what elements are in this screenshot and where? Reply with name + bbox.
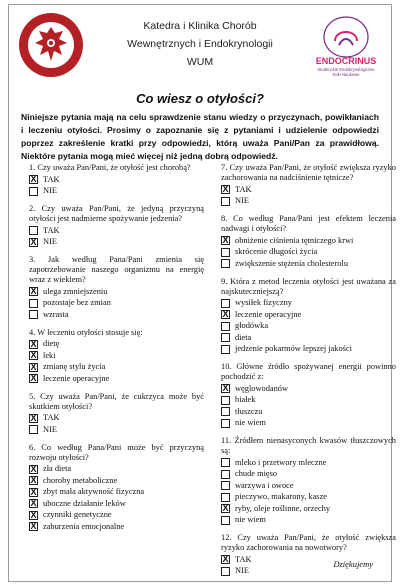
question-block (29, 392, 204, 436)
answer-checkbox[interactable]: X (30, 286, 37, 297)
answer-option[interactable] (221, 383, 396, 395)
answer-option[interactable] (221, 457, 396, 469)
answer-option[interactable] (221, 469, 396, 481)
question-text: 12. Czy uważa Pan/Pani, że otyłość zwiększa ryzyko zachorowania na nowotwory? (221, 533, 396, 552)
answer-checkbox[interactable] (221, 493, 230, 502)
answer-checkbox[interactable]: X (30, 361, 37, 372)
answer-label: zwiększenie stężenia cholesterolu (235, 258, 349, 268)
answer-option[interactable] (29, 498, 204, 510)
header-line-1: Katedra i Klinika Chorób (143, 20, 257, 32)
answer-checkbox[interactable]: X (30, 412, 37, 423)
answer-checkbox[interactable]: X (30, 174, 37, 185)
answer-option[interactable] (221, 418, 396, 430)
answer-option[interactable] (221, 395, 396, 407)
answer-option[interactable] (29, 237, 204, 249)
answer-checkbox[interactable] (221, 248, 230, 257)
answer-option[interactable] (221, 196, 396, 208)
answer-checkbox[interactable]: X (30, 350, 37, 361)
answer-label: zmianę stylu życia (43, 362, 106, 372)
answer-option[interactable] (29, 475, 204, 487)
answer-label: skrócenie długości życia (235, 247, 318, 257)
answer-option[interactable] (29, 286, 204, 298)
answer-label: wzrasta (43, 309, 69, 319)
answer-checkbox[interactable] (221, 516, 230, 525)
answer-label: zaburzenia emocjonalne (43, 521, 125, 531)
footer-thanks: Dziękujemy (333, 559, 373, 569)
answer-checkbox[interactable] (221, 407, 230, 416)
answer-option[interactable] (29, 373, 204, 385)
answer-label: tłuszczu (235, 406, 263, 416)
answer-label: ulega zmniejszeniu (43, 286, 108, 296)
question-text: 2. Czy uważa Pan/Pani, że jedyną przyczyną otyłości jest nadmierne spożywanie jedzenia? (29, 204, 204, 223)
answer-checkbox[interactable]: X (222, 309, 229, 320)
answer-label: czynniki genetyczne (43, 510, 112, 520)
question-text: 9. Która z metod leczenia otyłości jest uważana za najskuteczniejszą? (221, 276, 396, 296)
answer-label: uboczne działanie leków (43, 498, 126, 508)
answer-checkbox[interactable]: X (30, 236, 37, 247)
answer-label: nie wiem (235, 515, 266, 525)
question-block (29, 328, 204, 385)
answer-option[interactable] (221, 480, 396, 492)
answer-label: leczenie operacyjne (43, 373, 110, 383)
question-block (29, 163, 204, 197)
answer-label: leczenie operacyjne (235, 309, 302, 319)
answer-option[interactable] (221, 235, 396, 247)
answer-checkbox[interactable] (221, 458, 230, 467)
question-text: 11. Źródłem nienasyconych kwasów tłuszczowych są: (221, 436, 396, 455)
answer-checkbox[interactable] (221, 322, 230, 331)
answer-option[interactable] (221, 503, 396, 515)
question-block (221, 163, 396, 207)
answer-checkbox[interactable]: X (30, 498, 37, 509)
answer-checkbox[interactable]: X (222, 554, 229, 565)
answer-option[interactable] (29, 362, 204, 374)
answer-label: TAK (235, 554, 252, 564)
answer-checkbox[interactable]: X (30, 475, 37, 486)
header-line-3: WUM (186, 56, 214, 68)
answer-label: NIE (43, 237, 57, 247)
question-block (221, 533, 396, 577)
answer-label: dietę (43, 339, 60, 349)
answer-label: TAK (43, 174, 60, 184)
answer-checkbox[interactable] (221, 333, 230, 342)
page-title: Co wiesz o otyłości? (136, 91, 264, 106)
answer-option[interactable] (221, 184, 396, 196)
answer-label: warzywa i owoce (235, 480, 294, 490)
answer-option[interactable] (221, 332, 396, 344)
answer-label: białek (235, 395, 256, 405)
answer-option[interactable] (29, 413, 204, 425)
answer-checkbox[interactable] (29, 187, 38, 196)
answer-option[interactable] (29, 225, 204, 237)
question-block (221, 277, 396, 356)
answer-checkbox[interactable]: X (30, 373, 37, 384)
answer-label: NIE (43, 186, 57, 196)
answer-option[interactable] (221, 309, 396, 321)
answer-label: TAK (235, 184, 252, 194)
question-text: 5. Czy uważa Pan/Pani, że cukrzyca może być skutkiem otyłości? (29, 391, 204, 411)
answer-checkbox[interactable] (221, 259, 230, 268)
endocrinus-logo (309, 11, 383, 79)
answer-option[interactable] (29, 487, 204, 499)
answer-label: pozostaje bez zmian (43, 298, 111, 308)
question-block (29, 204, 204, 248)
answer-option[interactable] (29, 186, 204, 198)
question-block (221, 362, 396, 429)
answer-checkbox[interactable]: X (30, 486, 37, 497)
answer-label: leki (43, 350, 56, 360)
answer-option[interactable] (29, 424, 204, 436)
answer-label: nie wiem (235, 418, 266, 428)
question-block (29, 443, 204, 533)
answer-checkbox[interactable] (29, 310, 38, 319)
answer-label: zbyt mała aktywność fizyczna (43, 487, 145, 497)
answer-option[interactable] (221, 406, 396, 418)
answer-checkbox[interactable]: X (222, 503, 229, 514)
answer-label: ryby, oleje roślinne, orzechy (235, 503, 331, 513)
answer-option[interactable] (221, 298, 396, 310)
answer-checkbox[interactable] (221, 481, 230, 490)
answer-option[interactable] (29, 309, 204, 321)
questions-left-column (29, 163, 204, 540)
question-block (221, 214, 396, 270)
answer-label: NIE (235, 196, 249, 206)
answer-label: TAK (43, 413, 60, 423)
answer-option[interactable] (221, 492, 396, 504)
university-crest-logo (17, 11, 85, 79)
answer-option[interactable] (29, 339, 204, 351)
answer-label: dieta (235, 332, 252, 342)
answer-checkbox[interactable] (221, 345, 230, 354)
answer-label: pieczywo, makarony, kasze (235, 492, 328, 502)
intro-paragraph: Niniejsze pytania mają na celu sprawdzenie stanu wiedzy o przyczynach, powikłaniach i leczeniu otyłości. Prosimy o zapoznanie się z pytaniami i udzielenie odpowiedzi poprzez zakreślenie kratki przy odpowiedzi, którą uważa Pani/Pan za prawidłową. Niektóre pytania mogą mieć więcej niż jedną dobrą odpowiedź. (21, 112, 379, 161)
answer-checkbox[interactable] (221, 567, 230, 576)
answer-checkbox[interactable]: X (30, 463, 37, 474)
question-text: 10. Główne źródło spożywanej energii powinno pochodzić z: (221, 362, 396, 381)
answer-checkbox[interactable]: X (222, 235, 229, 246)
header-line-2: Wewnętrznych i Endokrynologii (127, 38, 273, 50)
answer-checkbox[interactable]: X (30, 509, 37, 520)
answer-label: chude mięso (235, 469, 278, 479)
question-text: 8. Co według Pana/Pani jest efektem leczenia nadwagi i otyłości? (221, 214, 396, 233)
answer-checkbox[interactable] (221, 396, 230, 405)
answer-checkbox[interactable] (221, 299, 230, 308)
answer-label: jedzenie pokarmów lepszej jakości (235, 344, 352, 354)
department-header (89, 17, 311, 71)
endocrinus-logo-sub1: Studenckie Endokrynologiczne (317, 67, 375, 72)
answer-checkbox[interactable] (221, 419, 230, 428)
answer-label: mleko i przetwory mleczne (235, 457, 327, 467)
answer-checkbox[interactable]: X (222, 383, 229, 394)
answer-checkbox[interactable] (29, 425, 38, 434)
question-text: 1. Czy uważa Pan/Pani, że otyłość jest chorobą? (29, 163, 191, 172)
answer-label: obniżenie ciśnienia tętniczego krwi (235, 235, 354, 245)
answer-option[interactable] (221, 515, 396, 527)
answer-option[interactable] (221, 344, 396, 356)
answer-label: węglowodanów (235, 383, 289, 393)
answer-checkbox[interactable]: X (222, 184, 229, 195)
answer-option[interactable] (29, 510, 204, 522)
endocrinus-logo-name: ENDOCRINUS (315, 56, 377, 66)
question-text: 3. Jak według Pana/Pani zmienia się zapotrzebowanie naszego organizmu na energię wraz z wiekiem? (29, 255, 204, 284)
answer-checkbox[interactable]: X (30, 338, 37, 349)
question-block (29, 255, 204, 321)
answer-option[interactable] (221, 247, 396, 259)
answer-option[interactable] (29, 464, 204, 476)
answer-checkbox[interactable] (29, 226, 38, 235)
answer-option[interactable] (29, 298, 204, 310)
answer-checkbox[interactable] (221, 470, 230, 479)
answer-label: NIE (235, 566, 249, 576)
question-text: 4. W leczeniu otyłości stosuje się: (29, 327, 143, 337)
answer-label: głodówka (235, 321, 269, 331)
endocrinus-logo-sub2: Koło Naukowe (332, 72, 360, 77)
answer-checkbox[interactable]: X (30, 521, 37, 532)
answer-option[interactable] (29, 521, 204, 533)
question-text: 7. Czy uważa Pan/Pani, że otyłość zwiększa ryzyko zachorowania na nadciśnienie tętnicze? (221, 163, 396, 182)
answer-label: wysiłek fizyczny (235, 298, 292, 308)
answer-option[interactable] (221, 258, 396, 270)
answer-checkbox[interactable] (29, 299, 38, 308)
answer-label: NIE (43, 424, 57, 434)
questionnaire-page (8, 4, 396, 582)
question-block (221, 436, 396, 526)
answer-label: zła dieta (43, 464, 72, 474)
answer-checkbox[interactable] (221, 197, 230, 206)
answer-label: choroby metaboliczne (43, 475, 118, 485)
answer-label: TAK (43, 225, 60, 235)
questions-right-column (221, 163, 396, 584)
answer-option[interactable] (29, 174, 204, 186)
question-text: 6. Co według Pana/Pani może być przyczyną rozwoju otyłości? (29, 442, 204, 462)
answer-option[interactable] (29, 350, 204, 362)
answer-option[interactable] (221, 321, 396, 333)
